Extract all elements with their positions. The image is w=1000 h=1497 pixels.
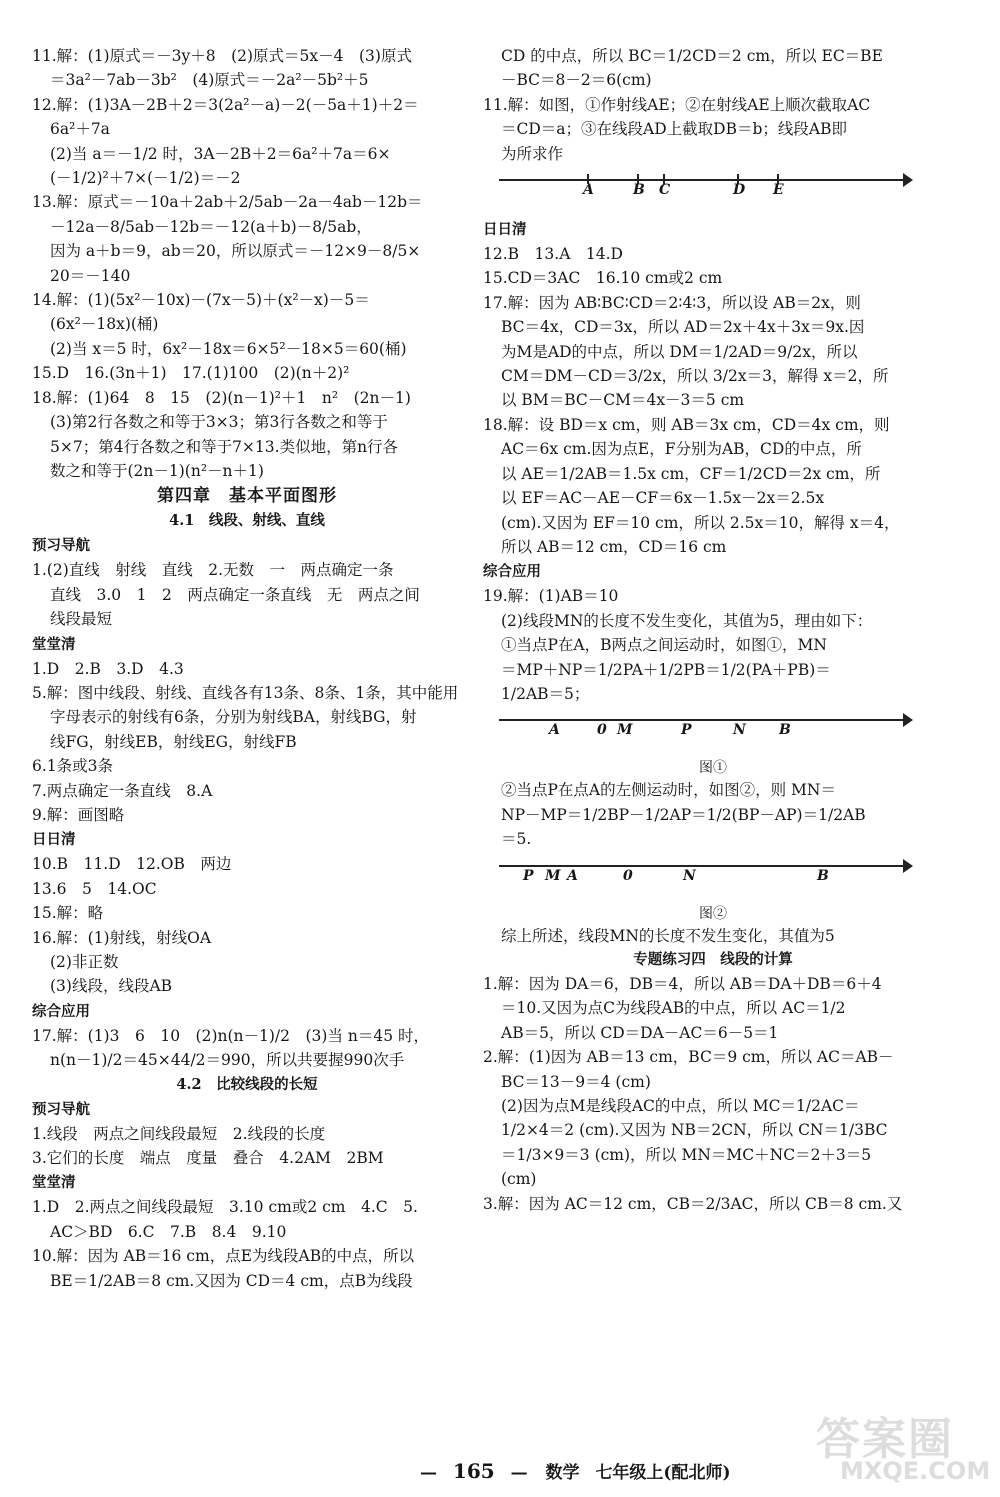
text-line: 1.(2)直线 射线 直线 2.无数 一 两点确定一条 — [32, 561, 394, 580]
point-label: E — [773, 182, 784, 199]
text-line: 1/2×4＝2 (cm).又因为 NB＝2CN，所以 CN＝1/3BC — [501, 1121, 888, 1140]
point-label: M — [617, 722, 633, 739]
text-line: ＝CD＝a；③在线段AD上截取DB＝b；线段AB即 — [501, 120, 847, 139]
text-line: 9.解：画图略 — [32, 805, 125, 824]
section-heading: 堂堂清 — [32, 1174, 76, 1192]
page-footer: — 165 — 数学 七年级上(配北师) — [420, 1459, 731, 1483]
text-line: (6x²－18x)(桶) — [50, 315, 159, 334]
text-line: 11.解：如图，①作射线AE；②在射线AE上顺次截取AC — [483, 95, 871, 114]
text-line: (2)非正数 — [50, 953, 119, 971]
arrow-icon — [903, 173, 913, 187]
point-label: N — [683, 867, 696, 884]
text-line: (3)线段，线段AB — [50, 977, 173, 996]
figure-1-line — [483, 710, 943, 754]
text-line: n(n－1)/2＝45×44/2＝990，所以共要握990次手 — [50, 1051, 405, 1070]
line-axis — [499, 719, 903, 721]
text-line: 13.解：原式＝－10a＋2ab＋2/5ab－2a－4ab－12b＝ — [32, 193, 423, 212]
figure-ray — [483, 170, 943, 214]
figure-2-line — [483, 856, 943, 900]
arrow-icon — [903, 859, 913, 873]
text-line: 17.解：(1)3 6 10 (2)n(n－1)/2 (3)当 n＝45 时， — [32, 1026, 430, 1045]
section-heading: 综合应用 — [483, 563, 541, 581]
point-label: B — [779, 722, 791, 739]
text-line: (－1/2)²＋7×(－1/2)＝－2 — [50, 169, 241, 188]
point-label: B — [633, 182, 645, 199]
text-line: 12.B 13.A 14.D — [483, 245, 623, 264]
text-line: 3.它们的长度 端点 度量 叠合 4.2AM 2BM — [32, 1149, 384, 1168]
text-line: BC＝4x，CD＝3x，所以 AD＝2x＋4x＋3x＝9x.因 — [501, 318, 865, 337]
point-label: P — [681, 722, 692, 739]
page-number: 165 — [452, 1459, 495, 1483]
text-line: 16.解：(1)射线，射线OA — [32, 928, 212, 947]
section-heading: 日日清 — [32, 831, 76, 849]
text-line: 综上所述，线段MN的长度不发生变化，其值为5 — [501, 926, 835, 945]
text-line: 6a²＋7a — [50, 120, 110, 139]
text-line: 18.解：(1)64 8 15 (2)(n－1)²＋1 n² (2n－1) — [32, 388, 411, 407]
point-label: 0 — [597, 722, 607, 739]
text-line: 19.解：(1)AB＝10 — [483, 587, 619, 606]
text-line: 线段最短 — [50, 610, 113, 629]
text-line: 为M是AD的中点，所以 DM＝1/2AD＝9/2x，所以 — [501, 342, 858, 361]
text-line: ＝5. — [501, 830, 532, 849]
text-line: 18.解：设 BD＝x cm，则 AB＝3x cm，CD＝4x cm，则 — [483, 415, 890, 434]
figure-caption: 图② — [699, 905, 727, 922]
text-line: (2)当 a＝－1/2 时，3A－2B＋2＝6a²＋7a＝6× — [50, 144, 391, 163]
text-line: AC＝6x cm.因为点E，F分别为AB，CD的中点，所 — [501, 440, 862, 459]
point-label: N — [733, 722, 746, 739]
section-heading: 综合应用 — [32, 1002, 90, 1020]
text-line: 17.解：因为 AB∶BC∶CD＝2∶4∶3，所以设 AB＝2x，则 — [483, 293, 861, 312]
text-line: 1.D 2.两点之间线段最短 3.10 cm或2 cm 4.C 5. — [32, 1198, 418, 1217]
text-line: BC＝13－9＝4 (cm) — [501, 1072, 651, 1091]
text-line: 15.解：略 — [32, 904, 104, 923]
text-line: 13.6 5 14.OC — [32, 879, 157, 898]
text-line: (3)第2行各数之和等于3×3；第3行各数之和等于 — [50, 413, 388, 432]
text-line: 7.两点确定一条直线 8.A — [32, 781, 213, 800]
text-line: (2)线段MN的长度不发生变化，其值为5，理由如下： — [501, 611, 873, 630]
watermark — [810, 1401, 990, 1491]
text-line: (2)当 x＝5 时，6x²－18x＝6×5²－18×5＝60(桶) — [50, 339, 407, 358]
text-line: 14.解：(1)(5x²－10x)－(7x－5)＋(x²－x)－5＝ — [32, 291, 370, 310]
text-line: ①当点P在A，B两点之间运动时，如图①，MN — [501, 636, 827, 655]
point-label: D — [733, 182, 746, 199]
section-heading: 预习导航 — [32, 1100, 90, 1118]
line-axis — [499, 865, 903, 867]
text-line: BE＝1/2AB＝8 cm.又因为 CD＝4 cm，点B为线段 — [50, 1271, 413, 1290]
text-line: 15.D 16.(3n＋1) 17.(1)100 (2)(n＋2)² — [32, 364, 350, 383]
figure-caption: 图① — [699, 760, 727, 777]
left-column — [32, 44, 462, 1293]
point-label: P — [523, 867, 534, 884]
text-line: 线FG，射线EB，射线EG，射线FB — [50, 732, 297, 751]
section-heading: 预习导航 — [32, 537, 90, 555]
line-axis — [499, 179, 903, 181]
text-line: CM＝DM－CD＝3/2x，所以 3/2x＝3，解得 x＝2，所 — [501, 367, 889, 386]
grade-label: 七年级上(配北师) — [595, 1463, 731, 1483]
text-line: 10.B 11.D 12.OB 两边 — [32, 855, 232, 874]
text-line: 1.解：因为 DA＝6，DB＝4，所以 AB＝DA＋DB＝6＋4 — [483, 974, 882, 993]
text-line: 1.D 2.B 3.D 4.3 — [32, 659, 184, 678]
text-line: 12.解：(1)3A－2B＋2＝3(2a²－a)－2(－5a＋1)＋2＝ — [32, 95, 419, 114]
text-line: 2.解：(1)因为 AB＝13 cm，BC＝9 cm，所以 AC＝AB－ — [483, 1048, 894, 1067]
text-line: －12a－8/5ab－12b＝－12(a＋b)－8/5ab， — [50, 217, 372, 236]
text-line: CD 的中点，所以 BC＝1/2CD＝2 cm，所以 EC＝BE — [501, 47, 883, 65]
text-line: 5.解：图中线段、射线、直线各有13条、8条、1条，其中能用 — [32, 683, 459, 702]
text-line: 15.CD＝3AC 16.10 cm或2 cm — [483, 269, 723, 288]
text-line: 以 AE＝1/2AB＝1.5x cm，CF＝1/2CD＝2x cm，所 — [501, 464, 881, 483]
text-line: ＝3a²－7ab－3b² (4)原式＝－2a²－5b²＋5 — [50, 71, 369, 90]
section-heading: 堂堂清 — [32, 635, 76, 653]
text-line: 所以 AB＝12 cm，CD＝16 cm — [501, 537, 727, 556]
text-line: 直线 3.0 1 2 两点确定一条直线 无 两点之间 — [50, 585, 420, 604]
text-line: ＝10.又因为点C为线段AB的中点，所以 AC＝1/2 — [501, 999, 846, 1018]
text-line: 10.解：因为 AB＝16 cm，点E为线段AB的中点，所以 — [32, 1247, 415, 1266]
text-line: AB＝5，所以 CD＝DA－AC＝6－5＝1 — [501, 1023, 779, 1042]
watermark-text: 答案圈 — [816, 1414, 954, 1465]
text-line: ＝MP＋NP＝1/2PA＋1/2PB＝1/2(PA＋PB)＝ — [501, 660, 831, 679]
text-line: (cm).又因为 EF＝10 cm，所以 2.5x＝10，解得 x＝4， — [501, 513, 900, 532]
text-line: NP－MP＝1/2BP－1/2AP＝1/2(BP－AP)＝1/2AB — [501, 805, 866, 824]
text-line: ＝1/3×9＝3 (cm)，所以 MN＝MC＋NC＝2＋3＝5 — [501, 1145, 872, 1164]
point-label: C — [659, 182, 671, 199]
subsection-title: 专题练习四 线段的计算 — [633, 950, 793, 968]
watermark-url: MXQE.COM — [840, 1457, 991, 1485]
text-line: 11.解：(1)原式＝－3y＋8 (2)原式＝5x－4 (3)原式 — [32, 47, 412, 65]
arrow-icon — [903, 713, 913, 727]
text-line: AC＞BD 6.C 7.B 8.4 9.10 — [50, 1222, 287, 1241]
text-line: 为所求作 — [501, 144, 564, 163]
point-label: M — [545, 867, 561, 884]
point-label: A — [567, 867, 578, 884]
point-label: B — [817, 867, 829, 884]
text-line: 20＝－140 — [50, 266, 131, 285]
point-label: A — [583, 182, 594, 199]
text-line: 字母表示的射线有6条，分别为射线BA，射线BG，射 — [50, 708, 417, 727]
text-line: 5×7；第4行各数之和等于7×13.类似地，第n行各 — [50, 437, 399, 456]
text-line: ②当点P在点A的左侧运动时，如图②，则 MN＝ — [501, 781, 836, 800]
point-label: 0 — [623, 867, 633, 884]
text-line: 因为 a＋b＝9，ab＝20，所以原式＝－12×9－8/5× — [50, 242, 421, 261]
text-line: 6.1条或3条 — [32, 757, 114, 776]
text-line: (2)因为点M是线段AC的中点，所以 MC＝1/2AC＝ — [501, 1097, 860, 1115]
text-line: 以 BM＝BC－CM＝4x－3＝5 cm — [501, 391, 745, 410]
subject-label: 数学 — [545, 1463, 580, 1483]
text-line: (cm) — [501, 1170, 537, 1189]
subsection-title: 4.2 比较线段的长短 — [176, 1075, 318, 1093]
text-line: 1.线段 两点之间线段最短 2.线段的长度 — [32, 1124, 326, 1143]
chapter-title: 第四章 基本平面图形 — [157, 486, 337, 507]
text-line: 1/2AB＝5； — [501, 684, 590, 703]
right-column — [483, 44, 943, 1216]
text-line: 3.解：因为 AC＝12 cm，CB＝2/3AC，所以 CB＝8 cm.又 — [483, 1194, 903, 1213]
point-label: A — [549, 722, 560, 739]
text-line: －BC＝8－2＝6(cm) — [501, 71, 652, 90]
text-line: 数之和等于(2n－1)(n²－n＋1) — [50, 461, 264, 480]
subsection-title: 4.1 线段、射线、直线 — [169, 512, 325, 530]
text-line: 以 EF＝AC－AE－CF＝6x－1.5x－2x＝2.5x — [501, 489, 825, 508]
section-heading: 日日清 — [483, 221, 527, 239]
